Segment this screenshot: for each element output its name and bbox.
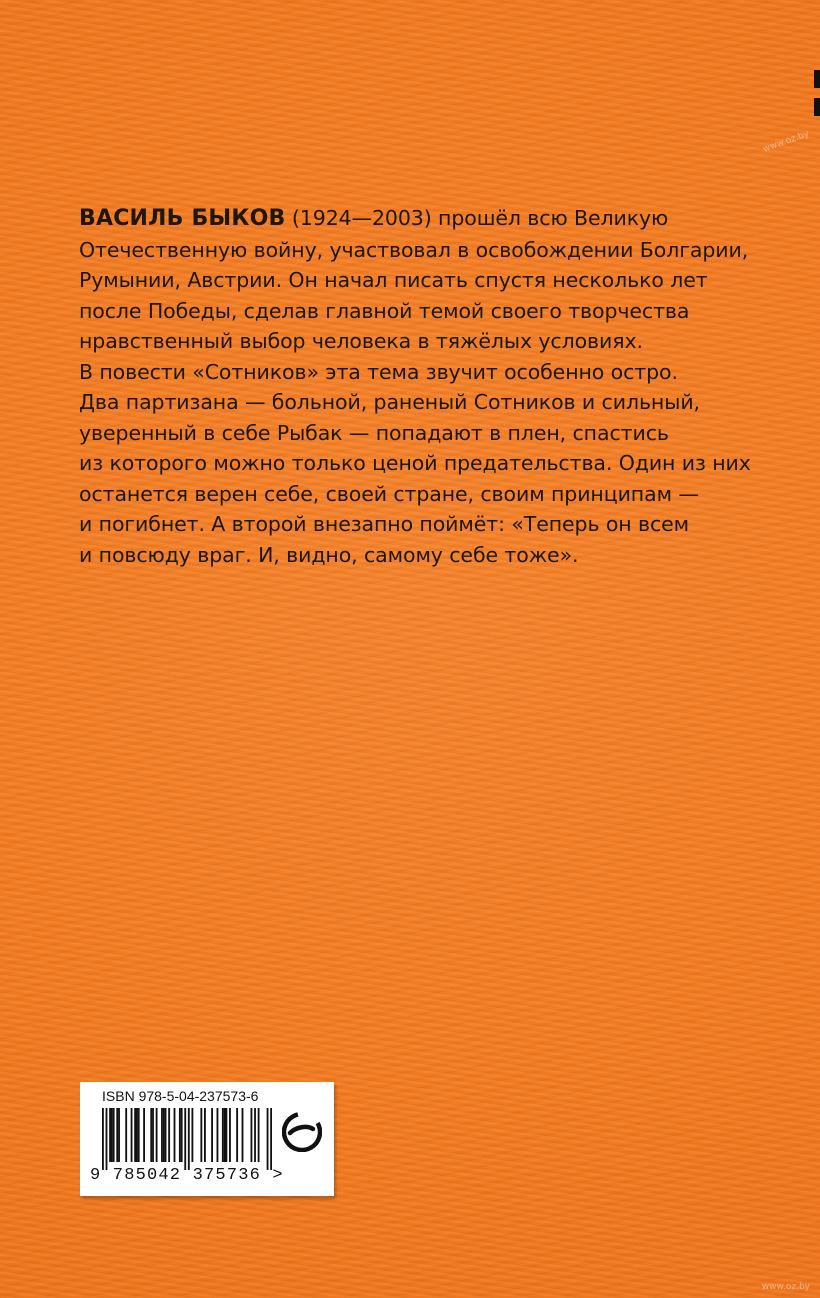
annotation-line: (1924—2003) прошёл всю Великую — [291, 206, 669, 230]
barcode-bar — [191, 1108, 193, 1162]
barcode-bar — [236, 1108, 238, 1162]
annotation-line: уверенный в себе Рыбак — попадают в плен, спастись — [79, 420, 669, 445]
barcode-bar — [251, 1108, 253, 1162]
barcode-bar — [152, 1108, 154, 1162]
registration-mark — [814, 70, 820, 88]
annotation-line: Отечественную войну, участвовал в освобождении Болгарии, — [79, 237, 749, 262]
annotation-line: нравственный выбор человека в тяжёлых условиях. — [79, 329, 643, 353]
barcode-bar — [200, 1108, 202, 1162]
barcode-bar — [143, 1108, 145, 1162]
barcode-bar — [168, 1108, 170, 1162]
barcode-bar — [163, 1108, 165, 1162]
annotation-line: Два партизана — больной, раненый Сотников и сильный, — [79, 390, 700, 414]
annotation-line: и повсюду враг. И, видно, самому себе тоже». — [79, 542, 579, 567]
book-annotation — [79, 203, 759, 570]
isbn-label: ISBN 978-5-04-237573-6 — [102, 1088, 259, 1104]
barcode-bar — [113, 1108, 115, 1162]
barcode-bar — [224, 1108, 226, 1162]
barcode-digits: 9 785042 375736 > — [90, 1166, 284, 1185]
spine-registration-marks — [814, 70, 820, 150]
annotation-first-line — [79, 203, 759, 235]
barcode-bar — [150, 1108, 152, 1162]
barcode-bar — [217, 1108, 219, 1162]
barcode-bar — [156, 1108, 158, 1162]
barcode-bar — [270, 1108, 272, 1170]
barcode-bar — [188, 1108, 190, 1170]
barcode-bar — [134, 1108, 136, 1162]
annotation-line: после Победы, сделав главной темой своего творчества — [79, 298, 690, 323]
registration-mark — [814, 98, 820, 116]
barcode-bar — [161, 1108, 163, 1162]
barcode-bar — [116, 1108, 118, 1162]
barcode-bar — [211, 1108, 213, 1162]
annotation-line: и погибнет. А второй внезапно поймёт: «Теперь он всем — [79, 512, 690, 536]
barcode-bar — [136, 1108, 138, 1162]
annotation-line: останется верен себе, своей стране, своим принципам — — [79, 481, 699, 506]
barcode-bar — [267, 1108, 269, 1170]
barcode-bar — [225, 1108, 227, 1162]
watermark-top: www.oz.by — [761, 129, 811, 155]
barcode-bar — [254, 1108, 256, 1162]
barcode-bar — [125, 1108, 127, 1162]
barcode-icon — [102, 1108, 272, 1170]
annotation-line: В повести «Сотников» эта тема звучит особенно остро. — [79, 359, 678, 384]
barcode-bar — [165, 1108, 167, 1162]
barcode-bar — [109, 1108, 111, 1162]
barcode-bar — [204, 1108, 206, 1162]
watermark-bottom: www.oz.by — [761, 1282, 810, 1292]
annotation-line: Румынии, Австрии. Он начал писать спустя несколько лет — [79, 268, 708, 292]
barcode-bar — [258, 1108, 260, 1162]
barcode-bar — [242, 1108, 244, 1162]
author-name: ВАСИЛЬ БЫКОВ — [79, 206, 286, 231]
eksmo-logo-icon — [282, 1112, 322, 1152]
barcode-bar — [179, 1108, 181, 1162]
barcode-bar — [138, 1108, 140, 1162]
barcode-bar — [102, 1108, 104, 1170]
barcode-bar — [181, 1108, 183, 1162]
barcode-bar — [111, 1108, 113, 1162]
barcode-bar — [106, 1108, 108, 1170]
annotation-line: из которого можно только ценой предательства. Один из них — [79, 451, 751, 475]
barcode-bar — [184, 1108, 186, 1170]
barcode-bar — [229, 1108, 231, 1162]
barcode-bar — [131, 1108, 133, 1162]
barcode-bar — [222, 1108, 224, 1162]
barcode-bar — [174, 1108, 176, 1162]
isbn-sticker — [80, 1082, 334, 1196]
barcode-bar — [118, 1108, 120, 1162]
